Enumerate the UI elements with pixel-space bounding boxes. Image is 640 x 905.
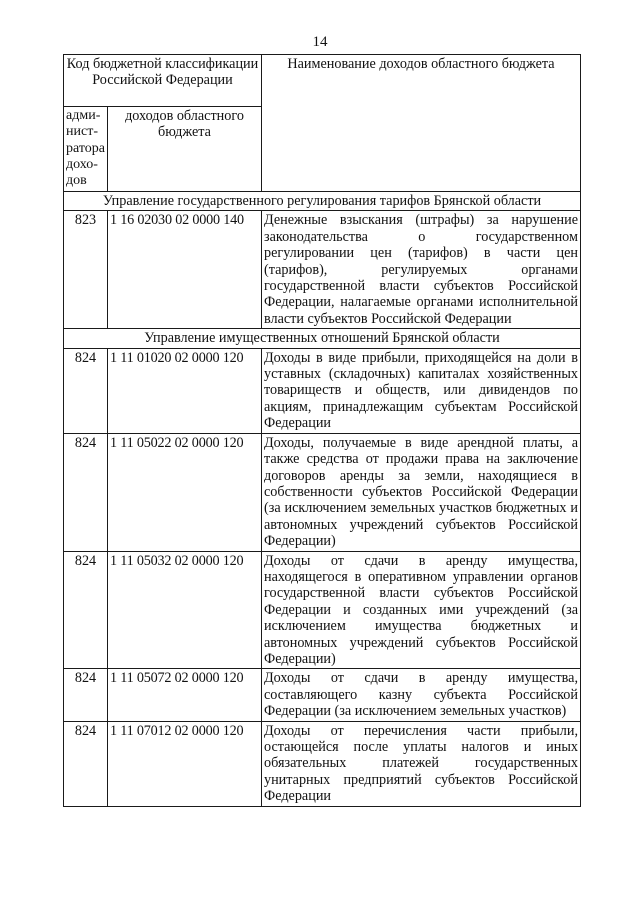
admin-code-cell: 824: [64, 721, 108, 806]
income-name-cell: Доходы от сдачи в аренду имущества, находящегося в оперативном управлении органов государственной власти субъектов Российской Федерации и созданных ими учреждений (за исключением имущества бюджетных и автономных учреждений субъектов Российской Федерации): [262, 551, 581, 669]
admin-code-cell: 824: [64, 551, 108, 669]
income-name-cell: Доходы, получаемые в виде арендной платы, а также средства от продажи права на заключение договоров аренды за земли, находящиеся в собственности субъектов Российской Федерации (за исключением земельных участков бюджетных и автономных учреждений субъектов Российской Федерации): [262, 433, 581, 551]
header-admin: адми-нист-ратора дохо-дов: [64, 107, 108, 192]
income-code-cell: 1 11 01020 02 0000 120: [108, 348, 262, 433]
income-code-cell: 1 11 05072 02 0000 120: [108, 669, 262, 721]
section-header-row: [64, 192, 581, 211]
income-code-cell: 1 11 05022 02 0000 120: [108, 433, 262, 551]
table-row: [64, 669, 581, 721]
table-row: [64, 433, 581, 551]
income-code-cell: 1 11 05032 02 0000 120: [108, 551, 262, 669]
income-code-cell: 1 11 07012 02 0000 120: [108, 721, 262, 806]
header-income-name: Наименование доходов областного бюджета: [262, 55, 581, 192]
income-name-cell: Доходы от перечисления части прибыли, остающейся после уплаты налогов и иных обязательных платежей государственных унитарных предприятий субъектов Российской Федерации: [262, 721, 581, 806]
table-row: [64, 211, 581, 329]
table-row: [64, 348, 581, 433]
income-name-cell: Доходы в виде прибыли, приходящейся на доли в уставных (складочных) капиталах хозяйственных товариществ и обществ, или дивидендов по акциям, принадлежащим субъектам Российской Федерации: [262, 348, 581, 433]
header-row-top: [64, 55, 581, 107]
admin-code-cell: 824: [64, 348, 108, 433]
income-name-cell: Доходы от сдачи в аренду имущества, составляющего казну субъекта Российской Федерации (за исключением земельных участков): [262, 669, 581, 721]
table-row: [64, 721, 581, 806]
income-name-cell: Денежные взыскания (штрафы) за нарушение законодательства о государственном регулировании цен (тарифов) в части цен (тарифов), регулируемых органами государственной власти субъектов Российской Федерации, налагаемые органами исполнительной власти субъектов Российской Федерации: [262, 211, 581, 329]
section-title: Управление имущественных отношений Брянской области: [64, 329, 581, 348]
admin-code-cell: 823: [64, 211, 108, 329]
budget-classification-table: [63, 54, 581, 807]
page-number: 14: [312, 34, 328, 50]
table-row: [64, 551, 581, 669]
section-header-row: [64, 329, 581, 348]
header-code-group: Код бюджетной классификации Российской Федерации: [64, 55, 262, 107]
income-code-cell: 1 16 02030 02 0000 140: [108, 211, 262, 329]
header-income-code: доходов областного бюджета: [108, 107, 262, 192]
admin-code-cell: 824: [64, 433, 108, 551]
section-title: Управление государственного регулирования тарифов Брянской области: [64, 192, 581, 211]
admin-code-cell: 824: [64, 669, 108, 721]
